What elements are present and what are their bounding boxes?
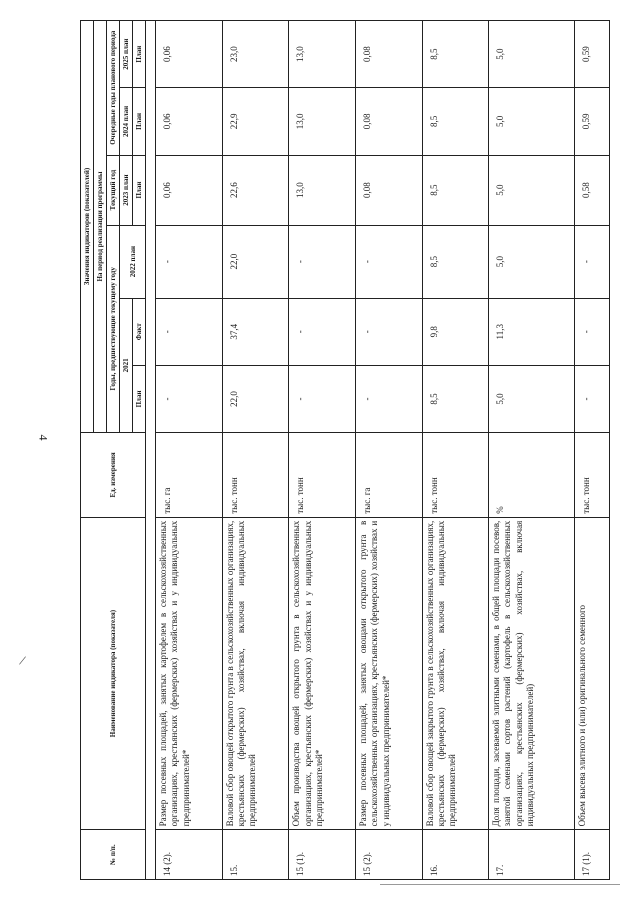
indicator-name: Объем производства овощей открытого грунта в сельскохозяйственных организациях, крестьянских (фермерских) хозяйствах и у индивидуальных предпринимателей* [289, 517, 356, 830]
scan-line [380, 884, 620, 885]
col-header-2024: 2024 план [120, 88, 133, 155]
value-2022: 22,0 [222, 225, 289, 298]
col-header-2021-plan: План [133, 365, 146, 432]
indicator-name: Объем высева элитного и (или) оригинального семенного [575, 517, 610, 830]
col-header-2025-plan: План [133, 21, 146, 88]
value-2022: 5,0 [489, 225, 575, 298]
value-2023: 0,58 [575, 155, 610, 225]
value-2024: 8,5 [422, 88, 489, 155]
scan-mark: / [17, 653, 27, 670]
col-header-period: На период реализации программы [94, 21, 107, 433]
col-header-num: № п/п. [81, 830, 146, 880]
row-number: 17 (1). [575, 830, 610, 880]
unit-cell: тыс. га [356, 433, 423, 518]
row-number: 15 (2). [356, 830, 423, 880]
value-2023: 0,08 [356, 155, 423, 225]
table-row [156, 21, 223, 880]
value-2021-plan: 5,0 [489, 365, 575, 432]
value-2025: 13,0 [289, 21, 356, 88]
row-number: 14 (2). [156, 830, 223, 880]
col-header-current-year: Текущий год [107, 155, 120, 225]
value-2025: 5,0 [489, 21, 575, 88]
indicator-name: Доля площади, засеваемой элитными семенами, в общей площади посевов, занятой семенами сортов растений (картофель в сельскохозяйственных организациях, крестьянских (фермерских) хозяйствах, включая индивидуальных предпринимателей) [489, 517, 575, 830]
table-row [222, 21, 289, 880]
col-header-2023-plan: План [133, 155, 146, 225]
value-2021-fact: 9,8 [422, 298, 489, 365]
value-2021-plan: 8,5 [422, 365, 489, 432]
unit-cell: тыс. тонн [222, 433, 289, 518]
table-row [575, 21, 610, 880]
value-2021-plan: 22,0 [222, 365, 289, 432]
value-2024: 0,59 [575, 88, 610, 155]
value-2022: - [575, 225, 610, 298]
row-number: 16. [422, 830, 489, 880]
value-2023: 0,06 [156, 155, 223, 225]
value-2021-fact: 11,3 [489, 298, 575, 365]
col-header-name: Наименование индикатора (показателя) [81, 517, 146, 830]
value-2022: - [356, 225, 423, 298]
value-2021-plan: - [575, 365, 610, 432]
table-row [356, 21, 423, 880]
value-2023: 22,6 [222, 155, 289, 225]
unit-cell: тыс. га [156, 433, 223, 518]
col-header-2022: 2022 план [120, 225, 146, 298]
table-row [289, 21, 356, 880]
header-spacer [146, 21, 156, 880]
unit-cell: тыс. тонн [289, 433, 356, 518]
value-2024: 0,08 [356, 88, 423, 155]
value-2021-fact: - [356, 298, 423, 365]
value-2023: 5,0 [489, 155, 575, 225]
value-2021-plan: - [156, 365, 223, 432]
indicators-table [80, 20, 610, 880]
col-header-2021-fact: Факт [133, 298, 146, 365]
col-header-next-years: Очередные годы планового периода [107, 21, 120, 156]
table-body [156, 21, 610, 880]
row-number: 15. [222, 830, 289, 880]
value-2021-fact: - [289, 298, 356, 365]
col-header-unit: Ед. измерения [81, 433, 146, 518]
value-2024: 22,9 [222, 88, 289, 155]
col-header-2021: 2021 [120, 298, 133, 432]
page-number: 4 [36, 434, 51, 441]
value-2024: 5,0 [489, 88, 575, 155]
col-header-2025: 2025 план [120, 21, 133, 88]
indicator-name: Размер посевных площадей, занятых картофелем в сельскохозяйственных организациях, крестьянских (фермерских) хозяйствах и у индивидуальных предпринимателей* [156, 517, 223, 830]
value-2021-fact: - [156, 298, 223, 365]
value-2021-fact: 37,4 [222, 298, 289, 365]
table-row [489, 21, 575, 880]
unit-cell: тыс. тонн [575, 433, 610, 518]
indicator-name: Валовой сбор овощей открытого грунта в сельскохозяйственных организациях, крестьянских (фермерских) хозяйствах, включая индивидуальных предпринимателей [222, 517, 289, 830]
col-header-2024-plan: План [133, 88, 146, 155]
value-2024: 13,0 [289, 88, 356, 155]
value-2025: 8,5 [422, 21, 489, 88]
row-number: 15 (1). [289, 830, 356, 880]
value-2022: 8,5 [422, 225, 489, 298]
col-header-values: Значения индикаторов (показателей) [81, 21, 94, 433]
indicator-name: Размер посевных площадей, занятых овощами открытого грунта в сельскохозяйственных организациях, крестьянских (фермерских) хозяйствах и у индивидуальных предпринимателей* [356, 517, 423, 830]
value-2022: - [289, 225, 356, 298]
table-row [422, 21, 489, 880]
unit-cell: тыс. тонн [422, 433, 489, 518]
value-2023: 8,5 [422, 155, 489, 225]
value-2021-plan: - [356, 365, 423, 432]
value-2025: 0,06 [156, 21, 223, 88]
col-header-prev-years: Годы, предшествующие текущему году [107, 225, 120, 432]
value-2025: 0,59 [575, 21, 610, 88]
col-header-2023: 2023 план [120, 155, 133, 225]
value-2022: - [156, 225, 223, 298]
value-2024: 0,06 [156, 88, 223, 155]
value-2021-fact: - [575, 298, 610, 365]
value-2025: 0,08 [356, 21, 423, 88]
value-2021-plan: - [289, 365, 356, 432]
unit-cell: % [489, 433, 575, 518]
row-number: 17. [489, 830, 575, 880]
value-2023: 13,0 [289, 155, 356, 225]
value-2025: 23,0 [222, 21, 289, 88]
indicator-name: Валовой сбор овощей закрытого грунта в сельскохозяйственных организациях, крестьянских (фермерских) хозяйствах, включая индивидуальных предпринимателей [422, 517, 489, 830]
rotated-table-wrapper [80, 20, 610, 880]
